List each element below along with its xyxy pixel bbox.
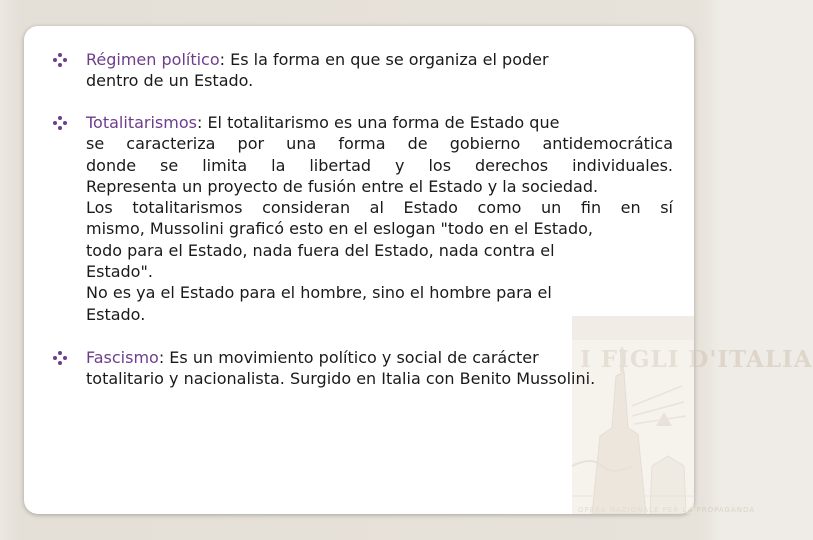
bullet-line: totalitario y nacionalista. Surgido en Italia con Benito Mussolini. bbox=[86, 369, 596, 389]
poster-footer: OPERA NAZIONALE PER LA PROPAGANDA bbox=[578, 506, 756, 514]
bullet-text: : Es la forma en que se organiza el poder bbox=[219, 50, 549, 69]
bullet-line: Los totalitarismos consideran al Estado como un fin en sí bbox=[86, 198, 673, 218]
fascist-poster-watermark-image bbox=[572, 316, 813, 514]
bullet-line: Representa un proyecto de fusión entre el Estado y la sociedad. bbox=[86, 176, 599, 196]
bullet-line: No es ya el Estado para el hombre, sino el hombre para el bbox=[86, 283, 552, 303]
bullet-line bbox=[86, 347, 673, 368]
bullet-term: Régimen político bbox=[86, 50, 220, 69]
bullet-line: dentro de un Estado. bbox=[86, 71, 254, 91]
bullet-text: : El totalitarismo es una forma de Estado que bbox=[196, 113, 560, 132]
diamond-dots-bullet-icon bbox=[53, 351, 67, 365]
bullet-line: Estado". bbox=[86, 262, 153, 282]
bullet-line bbox=[86, 112, 673, 133]
bullet-term: Totalitarismos bbox=[86, 113, 197, 132]
bullet-line: se caracteriza por una forma de gobierno antidemocrática bbox=[86, 134, 673, 154]
poster-title: I FIGLI D'ITALIA bbox=[580, 346, 813, 373]
diamond-dots-bullet-icon bbox=[53, 116, 67, 130]
bullet-totalitarismos bbox=[53, 112, 673, 325]
bullet-line bbox=[86, 49, 673, 70]
bullet-line: donde se limita la libertad y los derechos individuales. bbox=[86, 155, 673, 175]
bullet-line: Estado. bbox=[86, 304, 146, 324]
bullet-regimen-politico bbox=[53, 49, 673, 92]
bullet-fascismo bbox=[53, 347, 673, 390]
bullet-line: todo para el Estado, nada fuera del Estado, nada contra el bbox=[86, 240, 555, 260]
slide-panel bbox=[24, 26, 813, 514]
bullet-text: : Es un movimiento político y social de carácter bbox=[158, 348, 539, 367]
bullet-line: mismo, Mussolini graficó esto en el eslogan "todo en el Estado, bbox=[86, 219, 593, 239]
diamond-dots-bullet-icon bbox=[53, 53, 67, 67]
bullet-term: Fascismo bbox=[86, 348, 159, 367]
